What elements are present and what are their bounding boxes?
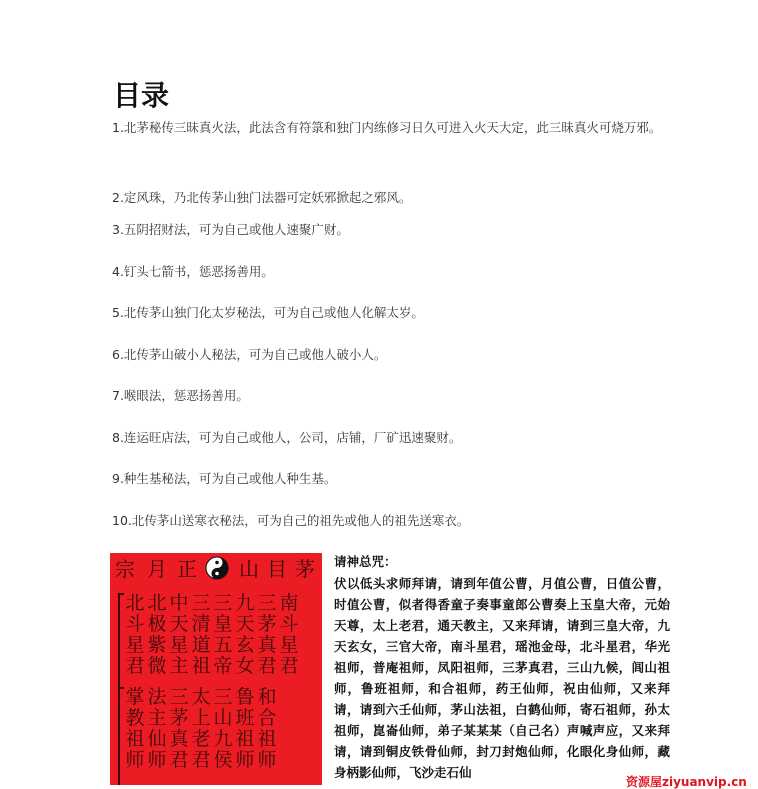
toc-item-3: 3.五阴招财法，可为自己或他人速聚广财。 [112, 222, 349, 237]
tablet-column: 太上老君 [191, 686, 211, 771]
taiji-icon [205, 556, 229, 580]
toc-item-1: 1.北茅秘传三昧真火法，此法含有符箓和独门内练修习日久可进入火天大定，此三昧真火可烧万邪。 [112, 120, 662, 135]
tablet-column: 三茅真君 [169, 686, 189, 771]
toc-item-5: 5.北传茅山独门化太岁秘法，可为自己或他人化解太岁。 [112, 305, 424, 320]
tablet-column: 三山九侯 [213, 686, 233, 771]
tablet-header-char: 正 [177, 557, 197, 581]
toc-item-4: 4.钉头七箭书，惩恶扬善用。 [112, 264, 274, 279]
tablet-column: 中天星主 [169, 592, 189, 677]
tablet-column: 法主仙师 [147, 686, 167, 771]
tablet-header-char: 山 [239, 557, 259, 581]
tablet-column: 九天玄女 [235, 592, 255, 677]
tablet-column: 鲁班祖师 [235, 686, 255, 771]
tablet-column: 三茅真君 [257, 592, 277, 677]
tablet-header-char: 茅 [295, 557, 315, 581]
tablet-header-char: 月 [147, 557, 167, 581]
toc-item-9: 9.种生基秘法，可为自己或他人种生基。 [112, 471, 337, 486]
tablet-column: 掌教祖师 [125, 686, 145, 771]
tablet-column: 三清道祖 [191, 592, 211, 677]
invocation-section [334, 552, 670, 783]
invocation-title: 请神总咒： [334, 554, 397, 569]
tablet-column: 北斗星君 [125, 592, 145, 677]
toc-item-7: 7.喉眼法，惩恶扬善用。 [112, 388, 249, 403]
toc-item-2: 2.定风珠，乃北传茅山独门法器可定妖邪掀起之邪风。 [112, 190, 412, 205]
toc-item-10: 10.北传茅山送寒衣秘法，可为自己的祖先或他人的祖先送寒衣。 [112, 513, 470, 528]
invocation-body: 伏以低头求师拜请，请到年值公曹，月值公曹，日值公曹，时值公曹，似者得香童子奏事童郎公曹奏上玉皇大帝，元始天尊，太上老君，通天教主，又来拜请，请到三皇大帝，九天玄女，三官大帝，南斗星君，瑶池金母，北斗星君，华光祖师，普庵祖师，凤阳祖师，三茅真君，三山九候，闾山祖师，鲁班祖师，和合祖师，药王仙师，祝由仙师，又来拜请，请到六壬仙师，茅山法祖，白鹤仙师，寄石祖师，孙太祖师，崑崙仙师，弟子某某某（自己名）声喊声应，又来拜请，请到铜皮铁骨仙师，封刀封炮仙师，化眼化身仙师，藏身柄影仙师，飞沙走石仙 [334, 576, 670, 780]
tablet-column: 三皇五帝 [213, 592, 233, 677]
tablet-column: 南斗星君 [279, 592, 299, 677]
watermark-text: 资源屋ziyuanvip.cn [626, 775, 747, 789]
deity-tablet-image [110, 553, 322, 785]
tablet-column: 和合祖师 [257, 686, 277, 771]
tablet-column: 北极紫微 [147, 592, 167, 677]
tablet-header-char: 宗 [115, 557, 135, 581]
toc-item-6: 6.北传茅山破小人秘法，可为自己或他人破小人。 [112, 347, 387, 362]
toc-item-8: 8.连运旺店法，可为自己或他人，公司，店铺，厂矿迅速聚财。 [112, 430, 462, 445]
page-title: 目录 [113, 79, 170, 112]
tablet-header-char: 目 [267, 557, 287, 581]
